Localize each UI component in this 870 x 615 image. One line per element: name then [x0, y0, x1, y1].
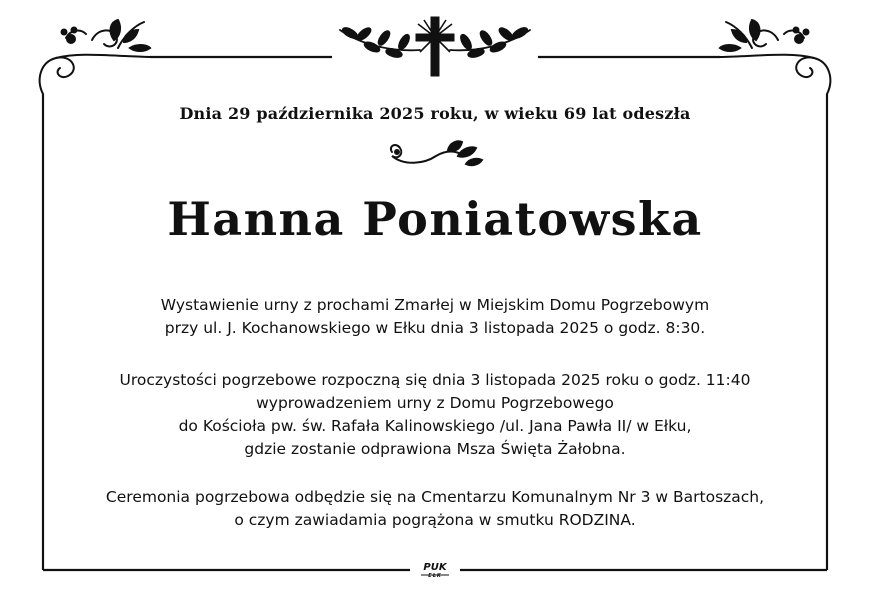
paragraph-line: Uroczystości pogrzebowe rozpoczną się dnia 3 listopada 2025 roku o godz. 11:40 — [119, 371, 751, 389]
paragraph-line: przy ul. J. Kochanowskiego w Ełku dnia 3 listopada 2025 o godz. 8:30. — [164, 319, 706, 337]
footer-logo — [419, 563, 451, 581]
footer-logo-sub: EŁK — [428, 573, 442, 579]
deceased-name: Hanna Poniatowska — [167, 192, 703, 246]
paragraph-ceremony — [0, 369, 870, 461]
paragraph-burial — [0, 486, 870, 532]
laurel-branch-icon — [450, 26, 530, 58]
paragraph-line: Ceremonia pogrzebowa odbędzie się na Cmentarzu Komunalnym Nr 3 w Bartoszach, — [105, 488, 765, 506]
footer-logo-main: PUK — [423, 562, 447, 573]
paragraph-viewing — [0, 294, 870, 340]
paragraph-line: gdzie zostanie odprawiona Msza Święta Żałobna. — [244, 440, 626, 458]
paragraph-line: do Kościoła pw. św. Rafała Kalinowskiego /ul. Jana Pawła II/ w Ełku, — [178, 417, 692, 435]
cross-icon — [416, 17, 454, 76]
corner-flourish-icon — [720, 20, 830, 94]
intro-line: Dnia 29 października 2025 roku, w wieku 69 lat odeszła — [179, 104, 691, 123]
laurel-branch-icon — [340, 26, 420, 58]
paragraph-line: wyprowadzeniem urny z Domu Pogrzebowego — [256, 394, 614, 412]
divider-flourish-icon — [391, 141, 482, 165]
paragraph-line: Wystawienie urny z prochami Zmarłej w Miejskim Domu Pogrzebowym — [160, 296, 710, 314]
corner-flourish-icon — [40, 20, 150, 94]
paragraph-line: o czym zawiadamia pogrążona w smutku RODZINA. — [234, 511, 636, 529]
